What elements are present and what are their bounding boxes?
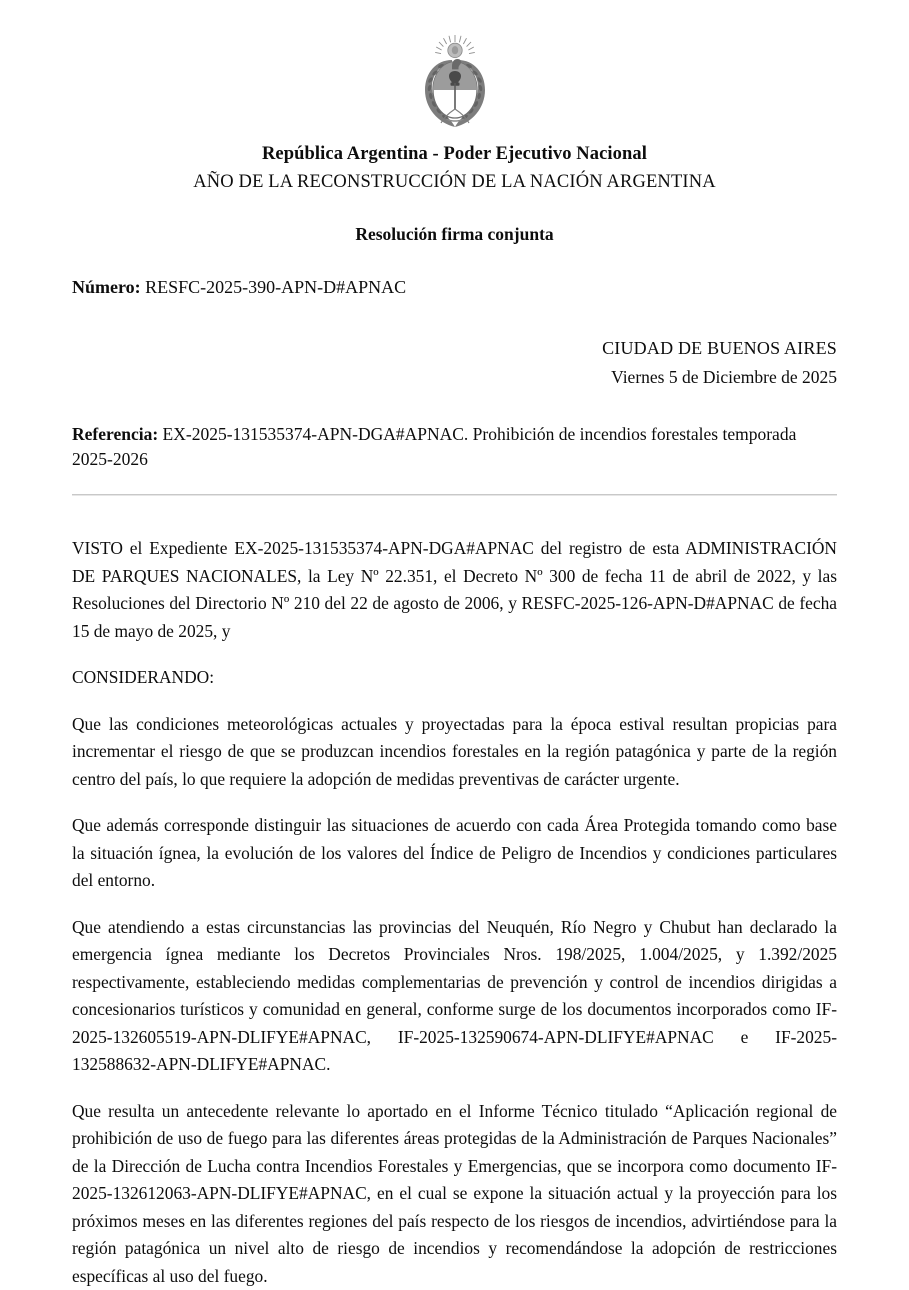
reference-value: EX-2025-131535374-APN-DGA#APNAC. Prohibición de incendios forestales temporada 2025-2026 xyxy=(72,423,797,470)
document-body xyxy=(72,535,837,1290)
national-year-slogan: AÑO DE LA RECONSTRUCCIÓN DE LA NACIÓN ARGENTINA xyxy=(193,172,716,193)
considerando-paragraph: Que las condiciones meteorológicas actuales y proyectadas para la época estival resultan propicias para incrementar el riesgo de que se produzcan incendios forestales en la región patagónica y parte de la región centro del país, lo que requiere la adopción de medidas preventivas de carácter urgente. xyxy=(72,713,837,789)
place-date-block xyxy=(72,335,837,391)
considerando-paragraph: Que atendiendo a estas circunstancias las provincias del Neuquén, Río Negro y Chubut han declarado la emergencia ígnea mediante los Decretos Provinciales Nros. 198/2025, 1.004/2025, y 1.392/2025 respectivamente, estableciendo medidas complementarias de prevención y control de incendios dirigidas a concesionarios turísticos y comunidad en general, conforme surge de los documentos incorporados como IF-2025-132605519-APN-DLIFYE#APNAC, IF-2025-132590674-APN-DLIFYE#APNAC e IF-2025-132588632-APN-DLIFYE#APNAC. xyxy=(72,916,837,1075)
header-divider xyxy=(72,494,837,496)
document-number-value: RESFC-2025-390-APN-D#APNAC xyxy=(145,276,407,297)
place-city: CIUDAD DE BUENOS AIRES xyxy=(602,338,837,358)
document-kind-title: Resolución firma conjunta xyxy=(355,223,554,244)
place-date: Viernes 5 de Diciembre de 2025 xyxy=(611,366,837,387)
argentina-coat-of-arms-icon xyxy=(416,33,494,133)
document-number-row xyxy=(72,275,837,300)
reference-label: Referencia: xyxy=(72,423,159,444)
considerando-paragraph: Que resulta un antecedente relevante lo aportado en el Informe Técnico titulado “Aplicación regional de prohibición de uso de fuego para las diferentes áreas protegidas de la Administración de Parques Nacionales” de la Dirección de Lucha contra Incendios Forestales y Emergencias, que se incorpora como documento IF-2025-132612063-APN-DLIFYE#APNAC, en el cual se expone la situación actual y la proyección para los próximos meses en las diferentes regiones del país respecto de los riesgos de incendios, advirtiéndose para la región patagónica un nivel alto de riesgo de incendios y recomendándose la adopción de restricciones específicas al uso del fuego. xyxy=(72,1100,837,1286)
crest-container xyxy=(72,0,837,133)
reference-row xyxy=(72,422,837,474)
considerando-heading: CONSIDERANDO: xyxy=(72,667,215,688)
visto-paragraph: VISTO el Expediente EX-2025-131535374-APN-DGA#APNAC del registro de esta ADMINISTRACIÓN DE PARQUES NACIONALES, la Ley Nº 22.351, el Decreto Nº 300 de fecha 11 de abril de 2022, y las Resoluciones del Directorio Nº 210 del 22 de agosto de 2006, y RESFC-2025-126-APN-D#APNAC de fecha 15 de mayo de 2025, y xyxy=(72,538,837,641)
considerando-paragraph: Que además corresponde distinguir las situaciones de acuerdo con cada Área Protegida tomando como base la situación ígnea, la evolución de los valores del Índice de Peligro de Incendios y condiciones particulares del entorno. xyxy=(72,815,837,891)
republic-title: República Argentina - Poder Ejecutivo Nacional xyxy=(261,144,648,164)
document-number-label: Número: xyxy=(72,276,141,297)
